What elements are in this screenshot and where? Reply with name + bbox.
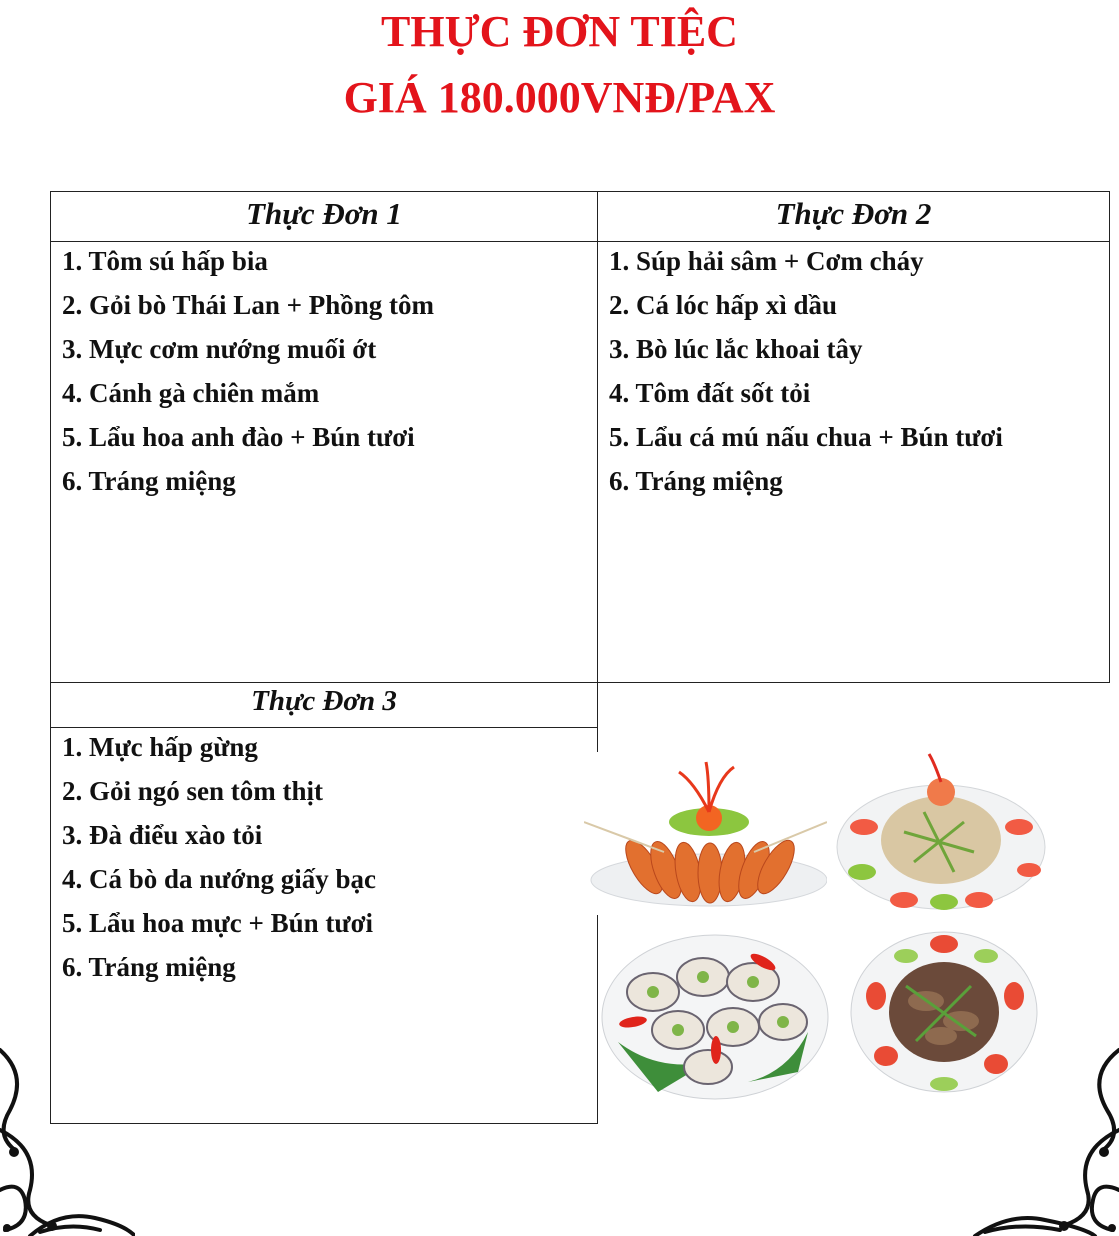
list-item: 6. Tráng miệng [609, 466, 783, 496]
list-item: 4. Tôm đất sốt tỏi [609, 378, 811, 408]
menu-2-title: Thực Đơn 2 [598, 192, 1109, 242]
list-item: 5. Lẩu cá mú nấu chua + Bún tươi [609, 422, 1003, 452]
list-item: 3. Bò lúc lắc khoai tây [609, 334, 863, 364]
menu-price: GIÁ 180.000VNĐ/PAX [343, 73, 776, 122]
list-item: 5. Lẩu hoa anh đào + Bún tươi [62, 422, 415, 452]
list-item: 4. Cá bò da nướng giấy bạc [62, 864, 376, 894]
menu-2-box [597, 191, 1110, 683]
menu-3-items [51, 728, 597, 992]
list-item: 4. Cánh gà chiên mắm [62, 378, 320, 408]
menu-1-title: Thực Đơn 1 [51, 192, 597, 242]
menu-2-items [598, 242, 1109, 506]
steamed-clams-photo [598, 922, 833, 1102]
lotus-salad-photo [834, 752, 1048, 915]
list-item: 1. Mực hấp gừng [62, 732, 258, 762]
list-item: 5. Lẩu hoa mực + Bún tươi [62, 908, 374, 938]
list-item: 2. Cá lóc hấp xì dầu [609, 290, 838, 320]
list-item: 1. Súp hải sâm + Cơm cháy [609, 246, 924, 276]
list-item: 1. Tôm sú hấp bia [62, 246, 268, 276]
list-item: 3. Đà điểu xào tỏi [62, 820, 263, 850]
flourish-ornament-right [965, 1040, 1119, 1236]
grilled-shrimp-photo [584, 752, 827, 915]
list-item: 2. Gỏi ngó sen tôm thịt [62, 776, 324, 806]
list-item: 6. Tráng miệng [62, 466, 236, 496]
list-item: 6. Tráng miệng [62, 952, 236, 982]
list-item: 2. Gỏi bò Thái Lan + Phồng tôm [62, 290, 434, 320]
menu-1-items [51, 242, 597, 506]
menu-title: THỰC ĐƠN TIỆC [381, 7, 738, 56]
menu-3-title: Thực Đơn 3 [51, 683, 597, 728]
menu-1-box [50, 191, 598, 683]
list-item: 3. Mực cơm nướng muối ớt [62, 334, 377, 364]
flourish-ornament-left [0, 1040, 135, 1236]
